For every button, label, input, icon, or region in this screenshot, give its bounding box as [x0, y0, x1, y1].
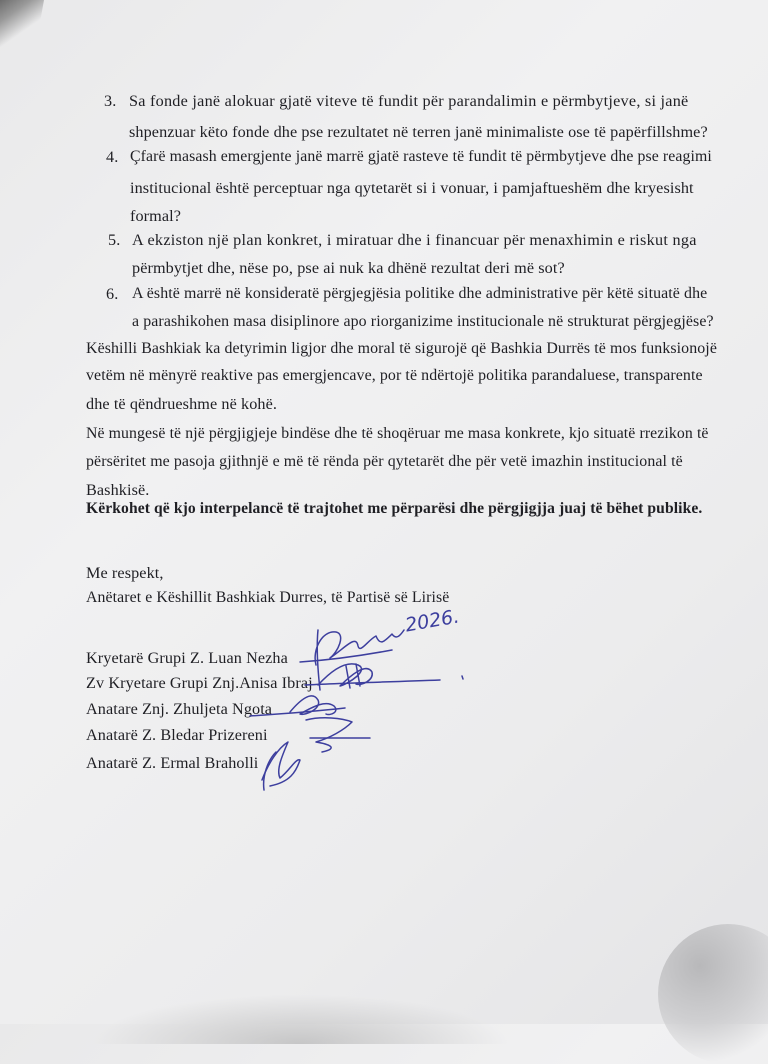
- item-line: Sa fonde janë alokuar gjatë viteve të fundit për parandalimin e përmbytjeve, si janë: [129, 92, 689, 110]
- signature-mark: [306, 718, 352, 752]
- signature-mark: [318, 664, 372, 686]
- item-line: institucional është perceptuar nga qytetarët si i vonuar, i pamjaftueshëm dhe kryesisht: [130, 179, 694, 197]
- page-shadow: [658, 924, 768, 1064]
- signature-mark: [346, 664, 360, 688]
- paragraph-line: dhe të qëndrueshme në kohë.: [86, 395, 278, 413]
- handwritten-date: 2026.: [403, 605, 461, 637]
- signature-mark: [290, 696, 336, 715]
- page-corner-shadow: [0, 0, 45, 55]
- item-line: formal?: [130, 207, 182, 225]
- item-line: a parashikohen masa disiplinore apo riorganizime institucionale në strukturat përgjegjëse?: [132, 313, 714, 330]
- item-line: A është marrë në konsideratë përgjegjësia politike dhe administrative për këtë situatë dhe: [132, 285, 708, 302]
- paragraph-line: Bashkisë.: [86, 481, 150, 499]
- paragraph-line: vetëm në mënyrë reaktive pas emergjencave, por të ndërtojë politika parandaluese, transparente: [86, 367, 703, 384]
- signatory-name: Zv Kryetare Grupi Znj.Anisa Ibraj: [86, 674, 313, 692]
- ink-dot: [462, 676, 463, 679]
- item-line: shpenzuar këto fonde dhe pse rezultatet në terren janë minimaliste ose të papërfillshme?: [129, 123, 708, 141]
- item-line: Çfarë masash emergjente janë marrë gjatë rasteve të fundit të përmbytjeve dhe pse reagimi: [130, 148, 712, 165]
- item-line: përmbytjet dhe, nëse po, pse ai nuk ka dhënë rezultat deri më sot?: [132, 259, 565, 277]
- signatory-name: Kryetarë Grupi Z. Luan Nezha: [86, 649, 288, 667]
- signature-mark: [264, 752, 276, 790]
- signatory-name: Anatarë Z. Bledar Prizereni: [86, 726, 268, 744]
- signatory-name: Anatare Znj. Zhuljeta Ngota: [86, 700, 273, 718]
- paragraph-line: Këshilli Bashkiak ka detyrimin ligjor dhe moral të sigurojë që Bashkia Durrës të mos funksionojë: [86, 340, 717, 357]
- item-number: 3.: [104, 92, 117, 110]
- signature-mark: [262, 742, 300, 786]
- signature-mark: [315, 630, 404, 665]
- item-number: 5.: [108, 231, 121, 249]
- authors-line: Anëtaret e Këshillit Bashkiak Durres, të Partisë së Lirisë: [86, 589, 450, 606]
- signature-mark: [300, 650, 392, 662]
- signatory-name: Anatarë Z. Ermal Braholli: [86, 754, 259, 772]
- item-number: 6.: [106, 285, 119, 303]
- item-line: A ekziston një plan konkret, i miratuar dhe i financuar për menaxhimin e riskut nga: [132, 231, 697, 249]
- page-shadow-bottom: [90, 994, 510, 1044]
- paragraph-line: Në mungesë të një përgjigjeje bindëse dhe të shoqëruar me masa konkrete, kjo situatë rrezikon të: [86, 425, 709, 442]
- closing-salutation: Me respekt,: [86, 564, 164, 582]
- item-number: 4.: [106, 148, 119, 166]
- signature-mark: [305, 680, 440, 685]
- signature-mark: [317, 630, 320, 690]
- paragraph-line: përsëritet me pasoja gjithnjë e më të rënda për qytetarët dhe për vetë imazhin institucional të: [86, 453, 683, 470]
- bold-statement: Kërkohet që kjo interpelancë të trajtohet me përparësi dhe përgjigjja juaj të bëhet publike.: [86, 500, 703, 517]
